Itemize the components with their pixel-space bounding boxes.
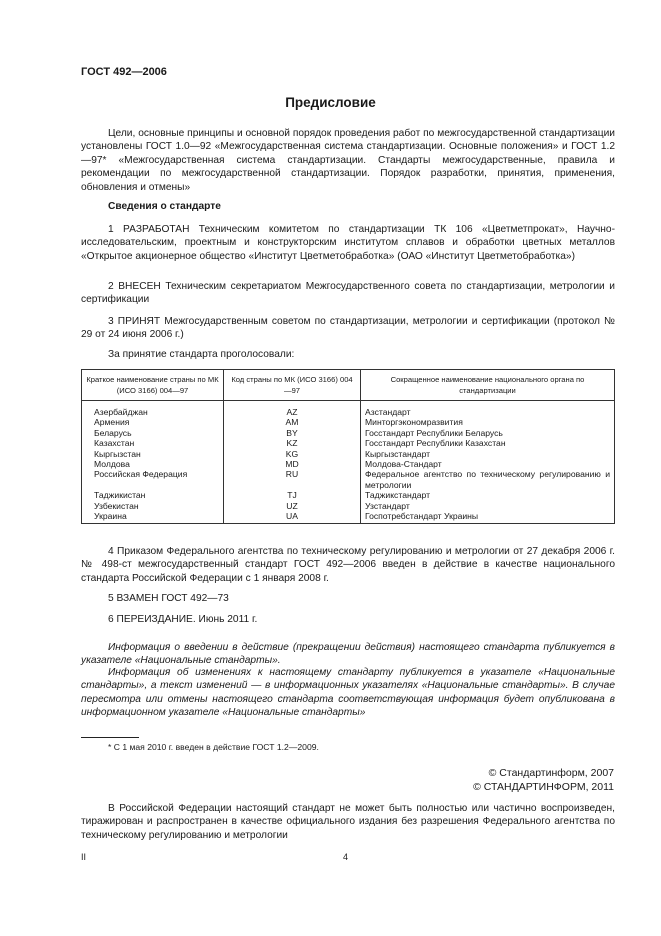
item-3: 3 ПРИНЯТ Межгосударственным советом по стандартизации, метрологии и сертификации (протокол № 29 от 24 июня 2006 г.) xyxy=(81,316,615,341)
cell-code: RU xyxy=(224,469,361,490)
table-row xyxy=(82,511,615,524)
cell-body: Азстандарт xyxy=(361,401,615,418)
cell-code: AM xyxy=(224,417,361,427)
cell-code: TJ xyxy=(224,490,361,500)
col-header-country: Краткое наименование страны по МК (ИСО 3166) 004—97 xyxy=(82,370,224,401)
cell-country: Узбекистан xyxy=(82,501,224,511)
reproduction-notice: В Российской Федерации настоящий стандарт не может быть полностью или частично воспроизведен, тиражирован и распространен в качестве официального издания без разрешения Федерального агентства по техническому регулированию и метрологии xyxy=(81,803,615,841)
table-row xyxy=(82,438,615,448)
intro-paragraph: Цели, основные принципы и основной порядок проведения работ по межгосударственной стандартизации установлены ГОСТ 1.0—92 «Межгосударственная система стандартизации. Основные положения» и ГОСТ 1.2—97* «Межгосударственная система стандартизации. Стандарты межгосударственные, правила и рекомендации по межгосударственной стандартизации. Порядок разработки, принятия, применения, обновления и отмены» xyxy=(81,128,615,193)
vote-table xyxy=(81,369,615,524)
table-row xyxy=(82,490,615,500)
cell-body: Федеральное агентство по техническому регулированию и метрологии xyxy=(361,469,615,490)
item-6: 6 ПЕРЕИЗДАНИЕ. Июнь 2011 г. xyxy=(108,614,258,625)
info-paragraph-1: Информация о введении в действие (прекращении действия) настоящего стандарта публикуется в указателе «Национальные стандарты». xyxy=(81,642,615,667)
table-row xyxy=(82,417,615,427)
cell-body: Госпотребстандарт Украины xyxy=(361,511,615,524)
cell-code: MD xyxy=(224,459,361,469)
vote-table-header xyxy=(82,370,615,401)
page-title: Предисловие xyxy=(285,95,376,110)
table-row xyxy=(82,501,615,511)
doc-header: ГОСТ 492—2006 xyxy=(81,66,167,78)
cell-body: Узстандарт xyxy=(361,501,615,511)
cell-body: Госстандарт Республики Казахстан xyxy=(361,438,615,448)
table-row xyxy=(82,401,615,418)
cell-country: Кыргызстан xyxy=(82,449,224,459)
footnote-rule xyxy=(81,737,139,738)
table-row xyxy=(82,428,615,438)
table-row xyxy=(82,459,615,469)
col-header-body: Сокращенное наименование национального органа по стандартизации xyxy=(361,370,615,401)
cell-country: Казахстан xyxy=(82,438,224,448)
cell-code: KG xyxy=(224,449,361,459)
item-2: 2 ВНЕСЕН Техническим секретариатом Межгосударственного совета по стандартизации, метрологии и сертификации xyxy=(81,281,615,306)
page-number: 4 xyxy=(343,852,349,862)
cell-body: Кыргызстандарт xyxy=(361,449,615,459)
cell-country: Российская Федерация xyxy=(82,469,224,490)
info-paragraph-2: Информация об изменениях к настоящему стандарту публикуется в указателе «Национальные стандарты», а текст изменений — в информационных указателях «Национальные стандарты». В случае пересмотра или отмены настоящего стандарта соответствующая информация будет опубликована в информационном указателе «Национальные стандарты» xyxy=(81,667,615,719)
cell-code: KZ xyxy=(224,438,361,448)
cell-code: UA xyxy=(224,511,361,524)
cell-country: Молдова xyxy=(82,459,224,469)
page-number-roman: II xyxy=(81,852,87,862)
footnote: * С 1 мая 2010 г. введен в действие ГОСТ 1.2—2009. xyxy=(108,742,319,752)
cell-country: Азербайджан xyxy=(82,401,224,418)
item-1: 1 РАЗРАБОТАН Техническим комитетом по стандартизации ТК 106 «Цветметпрокат», Научно-исследовательским, проектным и конструкторским институтом сплавов и обработки цветных металлов «Открытое акционерное общество «Институт Цветметобработка» (ОАО «Институт Цветметобработка») xyxy=(81,224,615,262)
cell-code: AZ xyxy=(224,401,361,418)
copyright-2007: © Стандартинформ, 2007 xyxy=(488,767,614,779)
item-5: 5 ВЗАМЕН ГОСТ 492—73 xyxy=(108,593,229,604)
col-header-code: Код страны по МК (ИСО 3166) 004—97 xyxy=(224,370,361,401)
cell-body: Минторгэкономразвития xyxy=(361,417,615,427)
cell-country: Таджикистан xyxy=(82,490,224,500)
table-row xyxy=(82,469,615,490)
cell-body: Таджикстандарт xyxy=(361,490,615,500)
cell-code: UZ xyxy=(224,501,361,511)
table-row xyxy=(82,449,615,459)
cell-country: Беларусь xyxy=(82,428,224,438)
section-heading: Сведения о стандарте xyxy=(108,201,221,212)
cell-body: Молдова-Стандарт xyxy=(361,459,615,469)
cell-country: Украина xyxy=(82,511,224,524)
cell-body: Госстандарт Республики Беларусь xyxy=(361,428,615,438)
cell-country: Армения xyxy=(82,417,224,427)
item-4: 4 Приказом Федерального агентства по техническому регулированию и метрологии от 27 декабря 2006 г. № 498-ст межгосударственный стандарт ГОСТ 492—2006 введен в действие в качестве национального стандарта Российской Федерации с 1 января 2008 г. xyxy=(81,546,615,584)
vote-intro: За принятие стандарта проголосовали: xyxy=(108,349,295,360)
cell-code: BY xyxy=(224,428,361,438)
copyright-2011: © СТАНДАРТИНФОРМ, 2011 xyxy=(473,781,614,793)
